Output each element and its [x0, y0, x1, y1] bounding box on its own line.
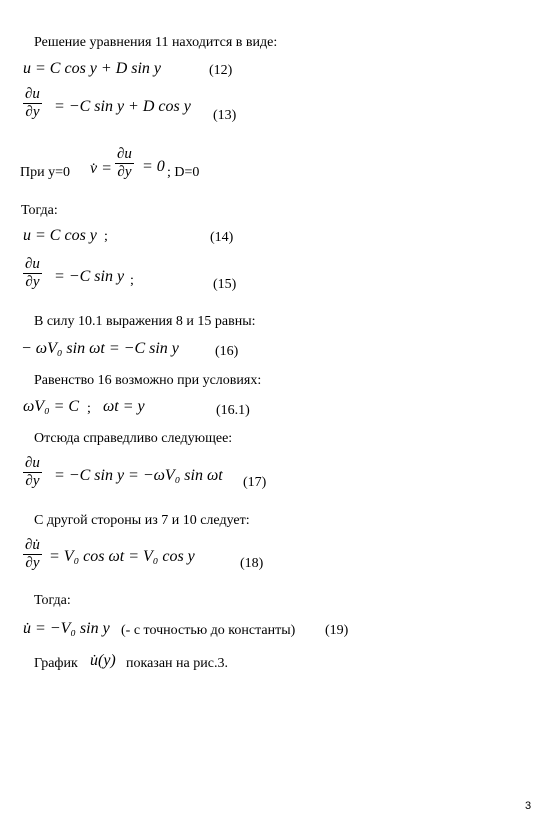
paragraph-togda-2: Тогда:: [34, 593, 71, 608]
equation-15-rhs: = −C sin y: [54, 268, 125, 285]
equation-graph-function: u̇(y): [90, 652, 116, 669]
equation-17-rhs: = −C sin y = −ωV₀ sin ωt: [54, 467, 223, 484]
equation-number-18: (18): [240, 556, 264, 571]
paragraph-drugoi: С другой стороны из 7 и 10 следует:: [34, 513, 250, 528]
equation-14-semicolon: ;: [104, 229, 108, 244]
equation-number-13: (13): [213, 108, 237, 123]
equation-number-14: (14): [210, 230, 234, 245]
equation-number-17: (17): [243, 475, 267, 490]
paragraph-grafik: График: [34, 656, 78, 671]
equation-condition-lhs: v̇ =: [90, 160, 112, 177]
equation-14: u = C cos y: [23, 227, 97, 244]
fraction-condition-denominator: ∂y: [117, 164, 132, 180]
fraction-15: [23, 256, 42, 291]
fraction-17-denominator: ∂y: [25, 473, 40, 489]
equation-condition-rhs: = 0: [142, 158, 165, 175]
fraction-condition: [115, 146, 134, 181]
fraction-18: [23, 537, 42, 572]
equation-16-1-b: ωt = y: [103, 398, 145, 415]
fraction-17: [23, 455, 42, 490]
fraction-17-numerator: ∂u: [25, 455, 40, 471]
fraction-13-denominator: ∂y: [25, 104, 40, 120]
fraction-15-numerator: ∂u: [25, 256, 40, 272]
fraction-13: [23, 86, 42, 121]
fraction-18-denominator: ∂y: [25, 555, 40, 571]
fraction-13-numerator: ∂u: [25, 86, 40, 102]
paragraph-grafik-tail: показан на рис.3.: [126, 656, 228, 671]
equation-number-16-1: (16.1): [216, 403, 250, 418]
equation-number-15: (15): [213, 277, 237, 292]
equation-16: − ωV₀ sin ωt = −C sin y: [21, 340, 179, 357]
equation-12: u = C cos y + D sin y: [23, 60, 162, 77]
equation-13-rhs: = −C sin y + D cos y: [54, 98, 191, 115]
equation-18-rhs: = V₀ cos ωt = V₀ cos y: [49, 548, 195, 565]
equation-15-semicolon: ;: [130, 273, 134, 288]
paragraph-vsilu: В силу 10.1 выражения 8 и 15 равны:: [34, 314, 256, 329]
equation-16-1-a: ωV₀ = C: [23, 398, 80, 415]
equation-number-19: (19): [325, 623, 349, 638]
equation-19-note: (- с точностью до константы): [121, 623, 296, 638]
equation-number-12: (12): [209, 63, 233, 78]
equation-number-16: (16): [215, 344, 239, 359]
fraction-18-numerator: ∂u̇: [25, 537, 40, 553]
equation-19: u̇ = −V₀ sin y: [23, 620, 110, 637]
paragraph-otsyuda: Отсюда справедливо следующее:: [34, 431, 233, 446]
equation-16-1-semicolon: ;: [87, 401, 91, 416]
paragraph-pri: При y=0: [20, 165, 70, 180]
equation-condition-tail: ; D=0: [167, 165, 200, 180]
fraction-condition-numerator: ∂u: [117, 146, 132, 162]
paragraph-intro: Решение уравнения 11 находится в виде:: [34, 35, 278, 50]
fraction-15-denominator: ∂y: [25, 274, 40, 290]
paragraph-ravenstvo: Равенство 16 возможно при условиях:: [34, 373, 262, 388]
page-number: 3: [525, 800, 532, 812]
paragraph-togda-1: Тогда:: [21, 203, 58, 218]
